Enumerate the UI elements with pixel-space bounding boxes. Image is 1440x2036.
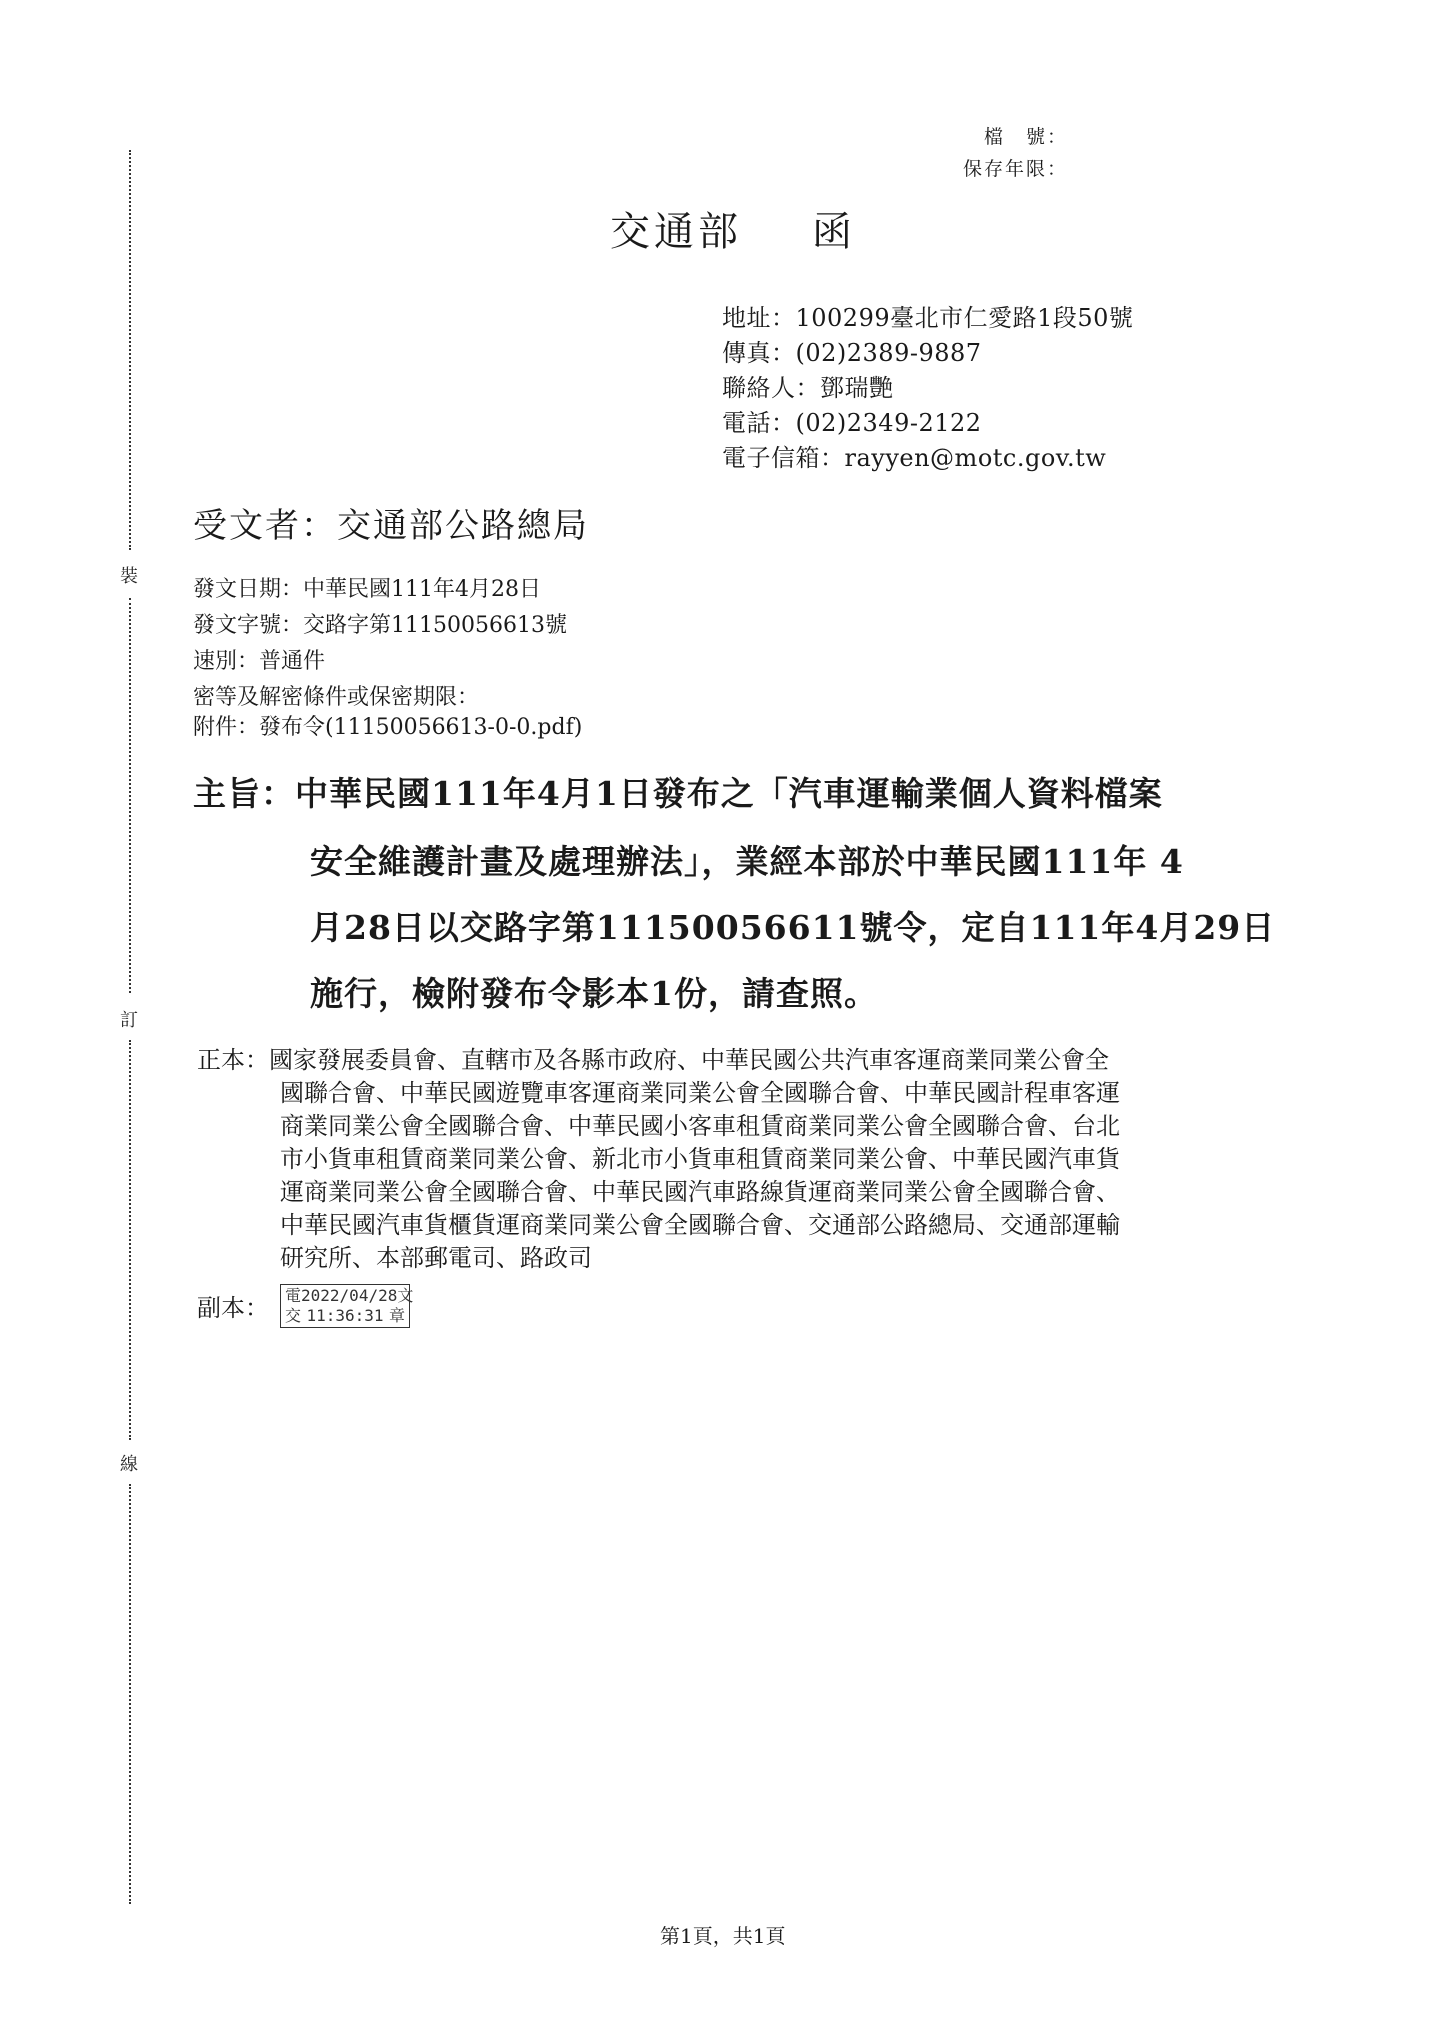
- subject-line-3: 月28日以交路字第11150056611號令，定自111年4月29日: [310, 908, 1276, 947]
- contact-fax: 傳真：(02)2389-9887: [722, 339, 982, 367]
- contact-phone: 電話：(02)2349-2122: [722, 409, 982, 437]
- distribution-line-7: 研究所、本部郵電司、路政司: [280, 1244, 592, 1272]
- stamp-char: 章: [388, 1306, 405, 1325]
- subject-line-2: 安全維護計畫及處理辦法」，業經本部於中華民國111年 4: [310, 842, 1184, 881]
- page-number: 第1頁，共1頁: [660, 1924, 786, 1948]
- document-type: 函: [812, 209, 856, 255]
- electronic-stamp: [280, 1284, 414, 1328]
- recipient: 受文者：交通部公路總局: [193, 506, 589, 546]
- distribution-line-3: 商業同業公會全國聯合會、中華民國小客車租賃商業同業公會全國聯合會、台北: [280, 1112, 1120, 1140]
- attachment: 附件：發布令(11150056613-0-0.pdf): [193, 715, 583, 740]
- stamp-time: 11:36:31: [306, 1306, 384, 1325]
- subject-line-4: 施行，檢附發布令影本1份，請查照。: [310, 974, 878, 1013]
- contact-person: 聯絡人：鄧瑞艷: [722, 374, 894, 402]
- distribution-line-2: 國聯合會、中華民國遊覽車客運商業同業公會全國聯合會、中華民國計程車客運: [280, 1079, 1120, 1107]
- delivery-speed: 速別：普通件: [193, 649, 326, 674]
- stamp-char: 交: [285, 1306, 302, 1325]
- stamp-char: 文: [397, 1286, 414, 1305]
- stamp-char: 電: [285, 1286, 302, 1305]
- binding-line-bottom: [129, 1484, 131, 1904]
- file-number-label: 檔 號：: [983, 126, 1068, 148]
- binding-line-mid1: [129, 598, 131, 993]
- distribution-line-4: 市小貨車租賃商業同業公會、新北市小貨車租賃商業同業公會、中華民國汽車貨: [280, 1145, 1120, 1173]
- copy-label: 副本：: [197, 1294, 269, 1322]
- secrecy-level: 密等及解密條件或保密期限：: [193, 685, 480, 710]
- binding-char-ding: 訂: [120, 1010, 138, 1031]
- document-title: [610, 200, 856, 257]
- binding-char-xian: 線: [120, 1454, 138, 1475]
- agency-name: 交通部: [610, 209, 742, 255]
- contact-address: 地址：100299臺北市仁愛路1段50號: [722, 304, 1134, 332]
- subject-line-1: 主旨：中華民國111年4月1日發布之「汽車運輸業個人資料檔案: [193, 774, 1163, 813]
- issue-date: 發文日期：中華民國111年4月28日: [193, 577, 541, 602]
- distribution-line-5: 運商業同業公會全國聯合會、中華民國汽車路線貨運商業同業公會全國聯合會、: [280, 1178, 1120, 1206]
- binding-char-zhuang: 裝: [120, 566, 138, 587]
- issue-number: 發文字號：交路字第11150056613號: [193, 613, 567, 638]
- binding-line-mid2: [129, 1040, 131, 1440]
- retention-label: 保存年限：: [962, 158, 1068, 180]
- binding-line-top: [129, 150, 131, 550]
- distribution-line-1: 正本：國家發展委員會、直轄市及各縣市政府、中華民國公共汽車客運商業同業公會全: [197, 1046, 1109, 1074]
- stamp-date: 2022/04/28: [301, 1286, 398, 1305]
- distribution-line-6: 中華民國汽車貨櫃貨運商業同業公會全國聯合會、交通部公路總局、交通部運輸: [280, 1211, 1120, 1239]
- contact-email: 電子信箱：rayyen@motc.gov.tw: [722, 444, 1107, 472]
